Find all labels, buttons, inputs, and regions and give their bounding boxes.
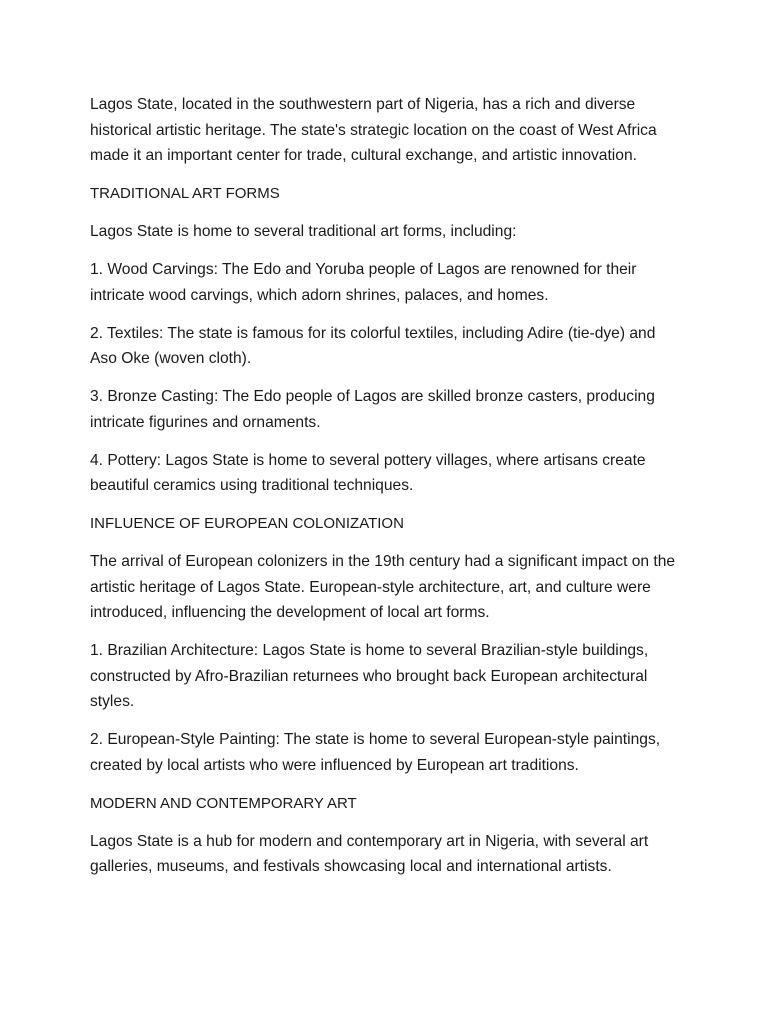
- list-item-wood-carvings: 1. Wood Carvings: The Edo and Yoruba people of Lagos are renowned for their intricate wood carvings, which adorn shrines, palaces, and homes.: [90, 261, 637, 304]
- list-item-brazilian-architecture: 1. Brazilian Architecture: Lagos State is home to several Brazilian-style buildings, constructed by Afro-Brazilian returnees who brought back European architectural styles.: [90, 642, 649, 710]
- list-item-european-style-painting: 2. European-Style Painting: The state is home to several European-style paintings, created by local artists who were influenced by European art traditions.: [90, 731, 661, 774]
- intro-paragraph: Lagos State, located in the southwestern part of Nigeria, has a rich and diverse historical artistic heritage. The state's strategic location on the coast of West Africa made it an important center for trade, cultural exchange, and artistic innovation.: [90, 96, 657, 164]
- traditional-art-intro-paragraph: Lagos State is home to several traditional art forms, including:: [90, 223, 517, 240]
- list-item-textiles: 2. Textiles: The state is famous for its colorful textiles, including Adire (tie-dye) and Aso Oke (woven cloth).: [90, 324, 656, 367]
- section-heading-traditional-art-forms: TRADITIONAL ART FORMS: [90, 185, 280, 202]
- section-heading-european-colonization: INFLUENCE OF EUROPEAN COLONIZATION: [90, 515, 404, 532]
- colonization-paragraph: The arrival of European colonizers in the 19th century had a significant impact on the artistic heritage of Lagos State. European-style architecture, art, and culture were introduced, influencing the development of local art forms.: [90, 553, 676, 621]
- modern-art-paragraph: Lagos State is a hub for modern and contemporary art in Nigeria, with several art galleries, museums, and festivals showcasing local and international artists.: [90, 832, 649, 875]
- list-item-pottery: 4. Pottery: Lagos State is home to several pottery villages, where artisans create beautiful ceramics using traditional techniques.: [90, 451, 646, 494]
- list-item-bronze-casting: 3. Bronze Casting: The Edo people of Lagos are skilled bronze casters, producing intricate figurines and ornaments.: [90, 388, 655, 431]
- section-heading-modern-contemporary-art: MODERN AND CONTEMPORARY ART: [90, 794, 357, 812]
- document-body: [90, 92, 682, 892]
